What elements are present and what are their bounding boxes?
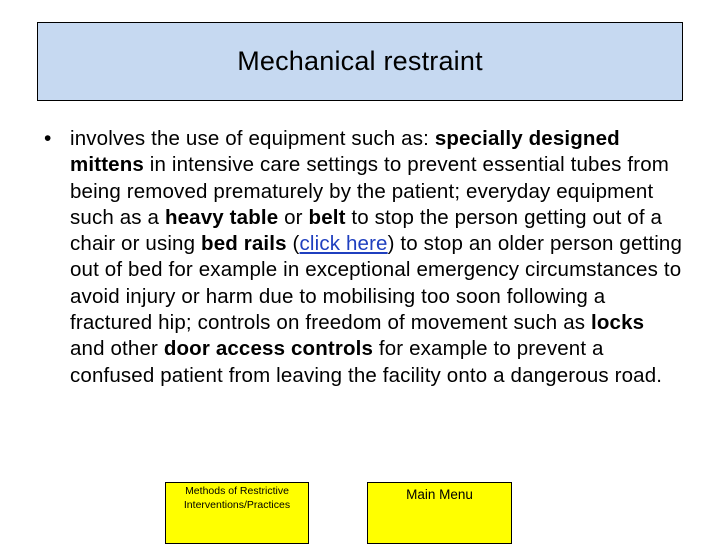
methods-of-restrictive-interventions-button[interactable] (165, 482, 309, 544)
methods-button-label (184, 484, 290, 543)
term-bed-rails: bed rails (201, 232, 287, 256)
bullet-dot-icon: • (44, 127, 52, 150)
text-or: or (278, 205, 309, 229)
term-door-access-controls: door access controls (163, 337, 374, 361)
slide-title-box (37, 22, 683, 101)
text-after-mittens: in intensive care settings to prevent essential tubes from being removed prematurely by the patient; everyday equipment such as a (70, 153, 669, 229)
text-ending: for example to prevent a confused patient from leaving the facility onto a dangerous road. (70, 337, 663, 387)
term-belt: belt (308, 205, 346, 229)
main-menu-button-label: Main Menu (406, 487, 473, 502)
bullet-item (44, 126, 684, 389)
text-after-link: ) to stop an older person getting out of bed for example in exceptional emergency circumstances to avoid injury or harm due to mobilising too soon following a fractured hip; controls on freedom of movement such as (70, 232, 683, 335)
slide-title: Mechanical restraint (237, 46, 483, 76)
text-after-belt: to stop the person getting out of a chair or using (70, 205, 663, 256)
methods-button-line2: Interventions/Practices (183, 499, 291, 511)
main-menu-button[interactable] (367, 482, 512, 544)
text-and-other: and other (70, 337, 164, 361)
term-heavy-table: heavy table (164, 205, 279, 229)
text-open-paren: ( (286, 232, 300, 256)
term-locks: locks (591, 311, 645, 335)
click-here-link[interactable]: click here (299, 232, 388, 256)
text-intro: involves the use of equipment such as: (70, 127, 435, 150)
term-mittens: specially designed mittens (70, 127, 620, 177)
bullet-text (70, 126, 684, 389)
content-area (44, 126, 684, 389)
methods-button-line1: Methods of Restrictive (185, 485, 289, 497)
